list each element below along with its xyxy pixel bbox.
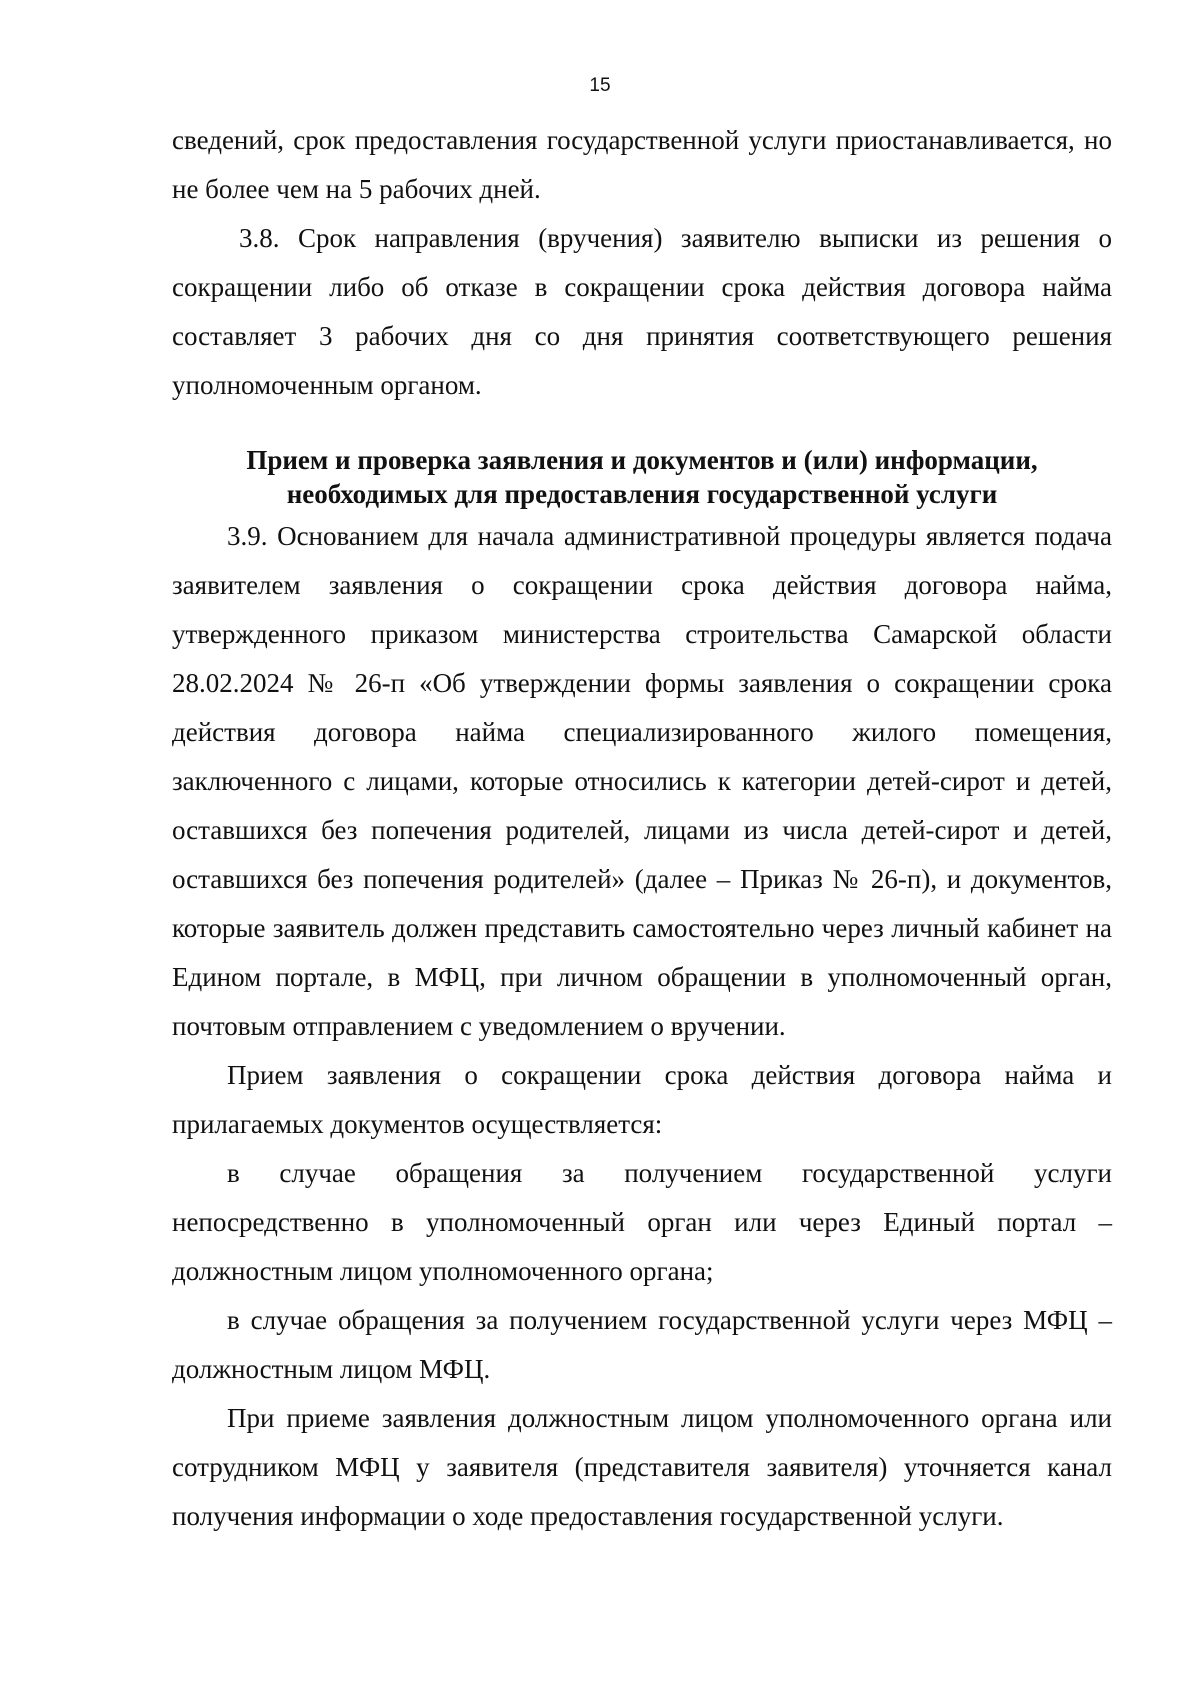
section-heading-line-1: Прием и проверка заявления и документов и (или) информации,: [246, 445, 1038, 475]
paragraph-3-9: 3.9. Основанием для начала административной процедуры является подача заявителем заявления о сокращении срока действия договора найма, утвержденного приказом министерства строительства Самарской области 28.02.2024 № 26-п «Об утверждении формы заявления о сокращении срока действия договора найма специализированного жилого помещения, заключенного с лицами, которые относились к категории детей-сирот и детей, оставшихся без попечения родителей, лицами из числа детей-сирот и детей, оставшихся без попечения родителей» (далее – Приказ № 26-п), и документов, которые заявитель должен представить самостоятельно через личный кабинет на Едином портале, в МФЦ, при личном обращении в уполномоченный орган, почтовым отправлением с уведомлением о вручении.: [172, 521, 1112, 1041]
text-block-top: [172, 116, 1112, 410]
page-number: 15: [589, 75, 611, 96]
paragraph-case-authority: в случае обращения за получением государственной услуги непосредственно в уполномоченный орган или через Единый портал – должностным лицом уполномоченного органа;: [172, 1158, 1112, 1286]
paragraph-case-mfc: в случае обращения за получением государственной услуги через МФЦ – должностным лицом МФЦ.: [172, 1305, 1112, 1384]
paragraph-reception-channel: При приеме заявления должностным лицом уполномоченного органа или сотрудником МФЦ у заявителя (представителя заявителя) уточняется канал получения информации о ходе предоставления государственной услуги.: [172, 1403, 1112, 1531]
section-heading: [172, 443, 1112, 511]
text-block-main: [172, 512, 1112, 1541]
paragraph-continuation: сведений, срок предоставления государственной услуги приостанавливается, но не более чем на 5 рабочих дней.: [172, 125, 1112, 204]
paragraph-acceptance: Прием заявления о сокращении срока действия договора найма и прилагаемых документов осуществляется:: [172, 1060, 1112, 1139]
paragraph-3-8: 3.8. Срок направления (вручения) заявителю выписки из решения о сокращении либо об отказе в сокращении срока действия договора найма составляет 3 рабочих дня со дня принятия соответствующего решения уполномоченным органом.: [172, 223, 1112, 400]
section-heading-line-2: необходимых для предоставления государственной услуги: [286, 479, 998, 509]
